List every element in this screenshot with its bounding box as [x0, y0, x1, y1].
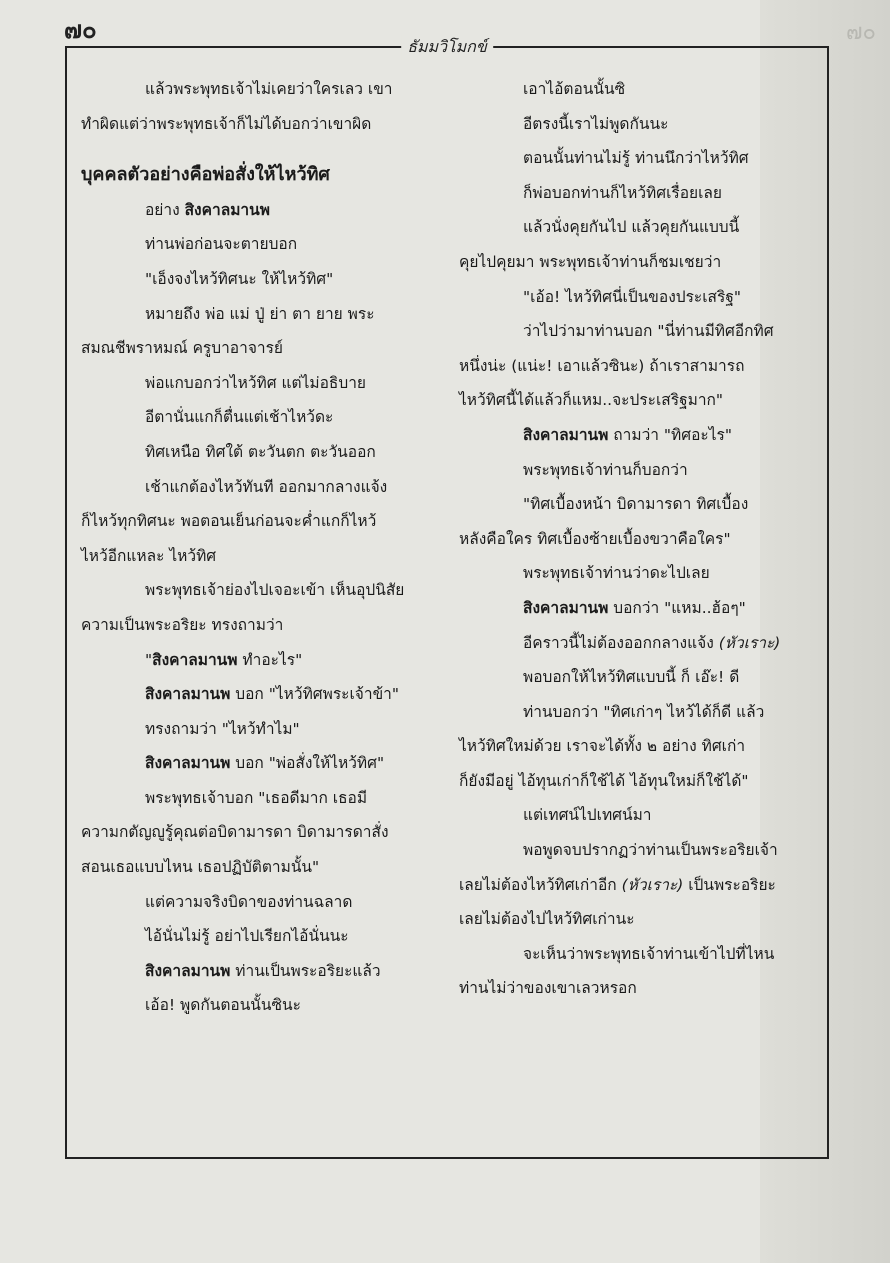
- text-segment: ท่านไม่ว่าของเขาเลวหรอก: [459, 979, 637, 998]
- text-line: [459, 729, 817, 764]
- adjacent-page-number: ๗๐: [846, 20, 876, 45]
- text-segment: คุยไปคุยมา พระพุทธเจ้าท่านก็ชมเชยว่า: [459, 252, 722, 271]
- text-line: [459, 556, 817, 591]
- right-column: [459, 72, 817, 1006]
- text-line: [81, 331, 446, 366]
- text-segment: เลยไม่ต้องไปไหว้ทิศเก่านะ: [459, 910, 635, 929]
- text-segment: เป็นพระอริยะ: [683, 875, 776, 894]
- text-line: [459, 591, 817, 626]
- text-segment: พ่อแกบอกว่าไหว้ทิศ แต่ไม่อธิบาย: [145, 373, 367, 392]
- section-heading: [81, 158, 446, 193]
- text-segment: พระพุทธเจ้าท่านก็บอกว่า: [523, 460, 688, 479]
- text-line: [459, 107, 817, 142]
- text-line: [459, 833, 817, 868]
- text-line: [459, 245, 817, 280]
- text-line: [81, 885, 446, 920]
- name-bold: สิงคาลมานพ: [145, 685, 231, 704]
- name-bold: สิงคาลมานพ: [184, 200, 270, 219]
- text-segment: บอกว่า "แหม..ฮ้อๆ": [608, 598, 746, 617]
- text-segment: ": [145, 650, 153, 669]
- text-line: [459, 660, 817, 695]
- text-segment: ความกตัญญูรู้คุณต่อบิดามารดา บิดามารดาสั่ง: [81, 823, 389, 842]
- text-frame: [65, 37, 829, 1159]
- text-segment: ไหว้ทิศนี้ได้แล้วก็แหม..จะประเสริฐมาก": [459, 391, 724, 410]
- text-line: [459, 487, 817, 522]
- text-segment: หนึ่งน่ะ (แน่ะ! เอาแล้วซินะ) ถ้าเราสามารถ: [459, 356, 745, 375]
- text-line: [459, 626, 817, 661]
- text-line: [81, 573, 446, 608]
- text-line: [81, 72, 446, 107]
- text-line: [459, 72, 817, 107]
- text-segment: ว่าไปว่ามาท่านบอก "นี่ท่านมีทิศอีกทิศ: [523, 322, 774, 341]
- text-line: [81, 193, 446, 228]
- text-line: [459, 349, 817, 384]
- text-line: [459, 764, 817, 799]
- text-segment: จะเห็นว่าพระพุทธเจ้าท่านเข้าไปที่ไหน: [523, 944, 775, 963]
- text-segment: ทำผิดแต่ว่าพระพุทธเจ้าก็ไม่ได้บอกว่าเขาผิด: [81, 114, 372, 133]
- text-segment: ถามว่า "ทิศอะไร": [608, 425, 732, 444]
- name-bold: สิงคาลมานพ: [152, 650, 238, 669]
- text-segment: อย่าง: [145, 200, 185, 219]
- text-line: [459, 868, 817, 903]
- text-line: [81, 988, 446, 1023]
- text-segment: บอก "ไหว้ทิศพระเจ้าข้า": [230, 685, 400, 704]
- text-segment: แล้วพระพุทธเจ้าไม่เคยว่าใครเลว เขา: [145, 80, 393, 98]
- text-line: [81, 643, 446, 678]
- text-segment: "ทิศเบื้องหน้า บิดามารดา ทิศเบื้อง: [523, 495, 749, 514]
- text-line: [81, 850, 446, 885]
- running-header: ธัมมวิโมกข์: [401, 35, 493, 60]
- text-segment: อีตรงนี้เราไม่พูดกันนะ: [523, 114, 669, 133]
- text-segment: เลยไม่ต้องไหว้ทิศเก่าอีก: [459, 875, 622, 894]
- text-segment: เอาไอ้ตอนนั้นซิ: [523, 80, 626, 98]
- text-segment: ไหว้ทิศใหม่ด้วย เราจะได้ทั้ง ๒ อย่าง ทิศเก่า: [459, 737, 746, 756]
- text-segment: ตอนนั้นท่านไม่รู้ ท่านนึกว่าไหว้ทิศ: [523, 149, 749, 168]
- text-segment: ก็พ่อบอกท่านก็ไหว้ทิศเรื่อยเลย: [523, 183, 723, 202]
- text-line: [81, 504, 446, 539]
- text-segment: ก็ยังมีอยู่ ไอ้ทุนเก่าก็ใช้ได้ ไอ้ทุนใหม่ก็ใช้ได้": [459, 771, 749, 790]
- stage-note: (หัวเราะ): [621, 875, 684, 894]
- text-segment: แต่เทศน์ไปเทศน์มา: [523, 806, 652, 825]
- text-line: [81, 608, 446, 643]
- text-segment: ทำอะไร": [237, 650, 303, 669]
- text-line: [81, 435, 446, 470]
- text-line: [459, 798, 817, 833]
- text-segment: หลังคือใคร ทิศเบื้องซ้ายเบื้องขวาคือใคร": [459, 529, 731, 548]
- text-line: [459, 453, 817, 488]
- text-line: [81, 677, 446, 712]
- text-segment: พอพูดจบปรากฏว่าท่านเป็นพระอริยเจ้า: [523, 841, 778, 860]
- text-segment: ท่านเป็นพระอริยะแล้ว: [230, 961, 381, 980]
- text-segment: สมณชีพราหมณ์ ครูบาอาจารย์: [81, 339, 284, 358]
- text-segment: สอนเธอแบบไหน เธอปฏิบัติตามนั้น": [81, 858, 320, 877]
- text-segment: พระพุทธเจ้าท่านว่าดะไปเลย: [523, 564, 710, 583]
- page-number: ๗๐: [64, 15, 97, 44]
- text-segment: ท่านพ่อก่อนจะตายบอก: [145, 235, 298, 254]
- stage-note: (หัวเราะ): [718, 633, 781, 652]
- text-line: [459, 937, 817, 972]
- text-line: [81, 227, 446, 262]
- text-segment: "เอ็งจงไหว้ทิศนะ ให้ไหว้ทิศ": [145, 269, 334, 288]
- text-segment: หมายถึง พ่อ แม่ ปู่ ย่า ตา ยาย พระ: [145, 304, 375, 323]
- text-line: [81, 919, 446, 954]
- text-line: [81, 712, 446, 747]
- text-segment: แต่ความจริงบิดาของท่านฉลาด: [145, 892, 353, 911]
- text-segment: อีตานั่นแกก็ตื่นแต่เช้าไหว้ดะ: [145, 408, 334, 427]
- text-line: [459, 418, 817, 453]
- text-line: [81, 539, 446, 574]
- text-segment: ทิศเหนือ ทิศใต้ ตะวันตก ตะวันออก: [145, 442, 376, 461]
- paragraph-gap: [81, 141, 446, 158]
- text-line: [81, 297, 446, 332]
- text-line: [81, 400, 446, 435]
- text-line: [81, 746, 446, 781]
- text-line: [459, 902, 817, 937]
- text-segment: ความเป็นพระอริยะ ทรงถามว่า: [81, 615, 284, 634]
- text-segment: อีคราวนี้ไม่ต้องออกกลางแจ้ง: [523, 633, 719, 652]
- text-line: [459, 971, 817, 1006]
- text-line: [459, 280, 817, 315]
- text-line: [81, 107, 446, 142]
- text-line: [459, 383, 817, 418]
- text-segment: "เอ้อ! ไหว้ทิศนี่เป็นของประเสริฐ": [523, 287, 742, 306]
- text-segment: ท่านบอกว่า "ทิศเก่าๆ ไหว้ได้ก็ดี แล้ว: [523, 702, 765, 721]
- text-segment: พระพุทธเจ้าบอก "เธอดีมาก เธอมี: [145, 788, 368, 807]
- text-line: [459, 314, 817, 349]
- name-bold: สิงคาลมานพ: [523, 598, 609, 617]
- name-bold: สิงคาลมานพ: [523, 425, 609, 444]
- text-segment: แล้วนั่งคุยกันไป แล้วคุยกันแบบนี้: [523, 218, 740, 237]
- text-segment: ก็ไหว้ทุกทิศนะ พอตอนเย็นก่อนจะค่ำแกก็ไหว้: [81, 512, 377, 531]
- text-line: [81, 781, 446, 816]
- text-line: [459, 176, 817, 211]
- text-segment: ไอ้นั่นไม่รู้ อย่าไปเรียกไอ้นั่นนะ: [145, 927, 349, 946]
- text-segment: ไหว้อีกแหละ ไหว้ทิศ: [81, 546, 217, 565]
- text-line: [459, 210, 817, 245]
- text-segment: เช้าแกต้องไหว้ทันที ออกมากลางแจ้ง: [145, 477, 388, 496]
- text-line: [81, 954, 446, 989]
- text-segment: บุคคลตัวอย่างคือพ่อสั่งให้ไหว้ทิศ: [81, 164, 330, 186]
- text-segment: ทรงถามว่า "ไหว้ทำไม": [145, 719, 300, 738]
- text-segment: พระพุทธเจ้าย่องไปเจอะเข้า เห็นอุปนิสัย: [145, 581, 405, 600]
- text-segment: บอก "พ่อสั่งให้ไหว้ทิศ": [230, 754, 385, 773]
- text-line: [459, 141, 817, 176]
- text-line: [81, 815, 446, 850]
- text-segment: พอบอกให้ไหว้ทิศแบบนี้ ก็ เอ๊ะ! ดี: [523, 668, 740, 687]
- text-line: [459, 522, 817, 557]
- text-line: [81, 470, 446, 505]
- text-line: [81, 262, 446, 297]
- text-segment: เอ้อ! พูดกันตอนนั้นซินะ: [145, 996, 301, 1015]
- left-column: [81, 72, 446, 1023]
- name-bold: สิงคาลมานพ: [145, 961, 231, 980]
- name-bold: สิงคาลมานพ: [145, 754, 231, 773]
- text-line: [459, 695, 817, 730]
- text-line: [81, 366, 446, 401]
